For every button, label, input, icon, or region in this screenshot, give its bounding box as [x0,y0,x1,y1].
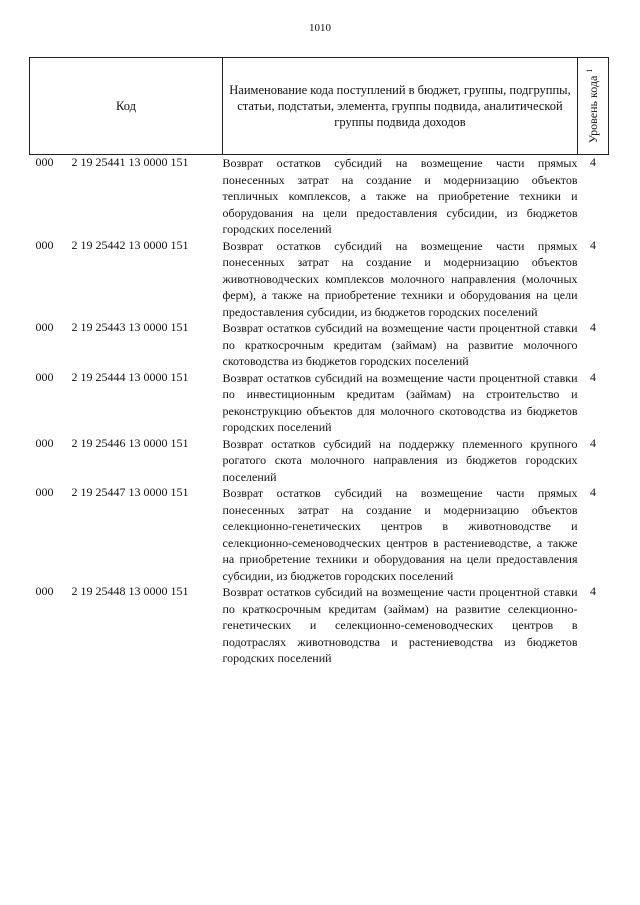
header-name: Наименование кода поступлений в бюджет, группы, подгруппы, статьи, подстатьи, элемента, группы подвида, аналитической группы подвида доходов [223,58,578,155]
row-admin-code: 000 [35,584,54,598]
budget-codes-table [29,57,609,667]
row-code-cell [30,485,223,584]
row-budget-code: 2 19 25447 13 0000 151 [71,485,189,499]
table-row [30,155,609,238]
row-code-cell [30,155,223,238]
row-level: 4 [590,320,596,334]
row-budget-code: 2 19 25441 13 0000 151 [71,155,189,169]
row-admin-code: 000 [35,237,54,252]
row-admin-code: 000 [35,435,54,450]
row-level: 4 [590,369,596,384]
row-level: 4 [590,435,596,450]
header-code: Код [30,58,223,155]
row-code-cell [30,436,223,486]
header-level-text: Уровень кода [586,75,600,144]
table-header-row [30,58,609,155]
row-level: 4 [590,155,596,169]
header-level [578,58,609,155]
table-row [30,320,609,370]
row-name: Возврат остатков субсидий на поддержку племенного крупного рогатого скота молочного направления из бюджетов городских поселений [222,436,578,484]
row-budget-code: 2 19 25448 13 0000 151 [71,584,189,598]
row-budget-code: 2 19 25443 13 0000 151 [71,320,189,334]
row-code-cell [30,370,223,436]
row-level: 4 [590,485,596,499]
row-name: Возврат остатков субсидий на возмещение части прямых понесенных затрат на создание и модернизацию объектов селекционно-генетических центров в животноводстве и селекционно-семеноводческих центров в растениеводстве, а также на приобретение техники и оборудования на цели предоставления субсидии, из бюджетов городских поселений [222,486,578,583]
page-number: 1010 [309,22,331,34]
row-code-cell [30,584,223,667]
row-admin-code: 000 [35,155,54,169]
row-admin-code: 000 [35,485,54,499]
row-budget-code: 2 19 25442 13 0000 151 [71,237,189,252]
table-row [30,436,609,486]
row-level: 4 [590,584,596,598]
row-budget-code: 2 19 25446 13 0000 151 [71,435,189,450]
row-name: Возврат остатков субсидий на возмещение части процентной ставки по инвестиционным кредитам (займам) на строительство и реконструкцию объектов для молочного скотоводства из бюджетов городских поселений [222,370,578,434]
row-budget-code: 2 19 25444 13 0000 151 [71,369,189,384]
table-body [30,155,609,667]
row-level: 4 [590,237,596,252]
row-code-cell [30,238,223,321]
header-level-label [585,69,601,144]
row-admin-code: 000 [35,320,54,334]
table-row [30,238,609,321]
row-admin-code: 000 [35,369,54,384]
header-level-footnote: 1 [585,68,594,73]
row-name: Возврат остатков субсидий на возмещение части прямых понесенных затрат на создание и модернизацию объектов тепличных комплексов, а также на приобретение техники и оборудования на цели предоставления субсидии, из бюджетов городских поселений [222,156,578,236]
row-code-cell [30,320,223,370]
table-row [30,584,609,667]
row-name: Возврат остатков субсидий на возмещение части процентной ставки по краткосрочным кредитам (займам) на развитие молочного скотоводства из бюджетов городских поселений [222,321,578,368]
table-row [30,370,609,436]
row-name: Возврат остатков субсидий на возмещение части процентной ставки по краткосрочным кредитам (займам) на развитие селекционно-генетических и селекционно-семеноводческих центров в подотраслях животноводства и растениеводства из бюджетов городских поселений [222,585,578,665]
row-name: Возврат остатков субсидий на возмещение части прямых понесенных затрат на создание и модернизацию объектов животноводческих комплексов молочного направления (молочных ферм), а также на приобретение техники и оборудования на цели предоставления субсидии, из бюджетов городских поселений [222,238,578,319]
table-row [30,485,609,584]
